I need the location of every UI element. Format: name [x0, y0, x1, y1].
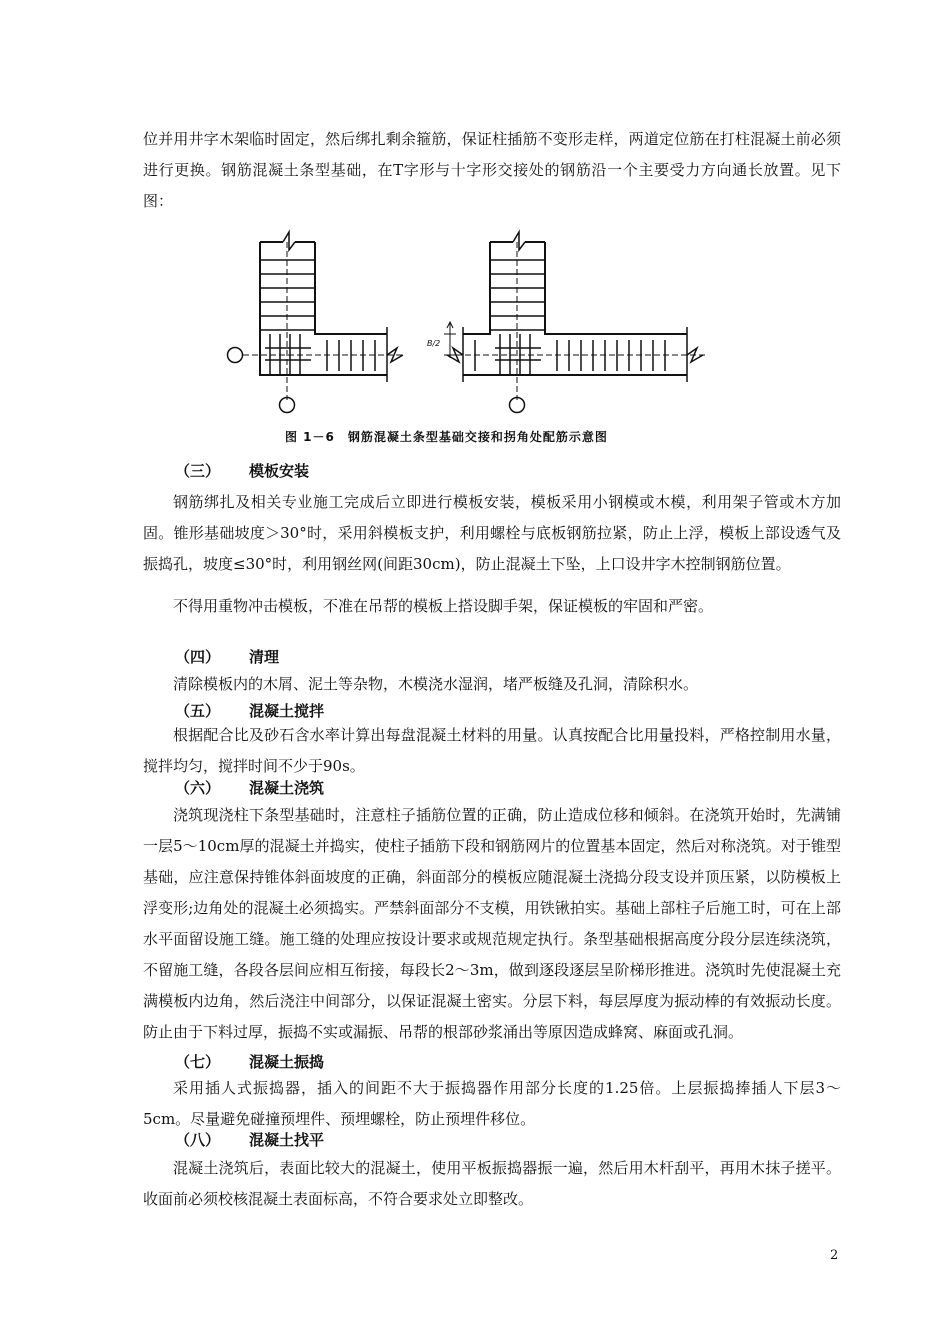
l-junction-drawing	[228, 232, 406, 413]
t-junction-drawing	[444, 232, 707, 413]
section-title: 混凝土找平	[249, 1131, 325, 1149]
section-number: （四）	[175, 648, 221, 666]
section-number: （五）	[175, 702, 221, 720]
section-heading	[175, 456, 309, 487]
dimension-label: B/2	[427, 339, 441, 348]
section-title: 清理	[249, 648, 280, 666]
figure-caption: 图 1－6 钢筋混凝土条型基础交接和拐角处配筋示意图	[285, 430, 608, 444]
page-number: 2	[830, 1248, 839, 1263]
section-title: 混凝土搅拌	[249, 702, 325, 720]
section-paragraph: 浇筑现浇柱下条型基础时，注意柱子插筋位置的正确，防止造成位移和倾斜。在浇筑开始时，先满铺一层5～10cm厚的混凝土并捣实，使柱子插筋下段和钢筋网片的位置基本固定，然后对称浇筑。对于锥型基础，应注意保持锥体斜面坡度的正确，斜面部分的模板应随混凝土浇捣分段支设并顶压紧，以防模板上浮变形;边角处的混凝土必须捣实。严禁斜面部分不支模，用铁锹拍实。基础上部柱子后施工时，可在上部水平面留设施工缝。施工缝的处理应按设计要求或规范规定执行。条型基础根据高度分段分层连续浇筑，不留施工缝，各段各层间应相互衔接，每段长2～3m，做到逐段逐层呈阶梯形推进。浇筑时先使混凝土充满模板内边角，然后浇注中间部分，以保证混凝土密实。分层下料，每层厚度为振动棒的有效振动长度。防止由于下料过厚，振捣不实或漏振、吊帮的根部砂浆涌出等原因造成蜂窝、麻面或孔洞。	[143, 806, 841, 1041]
section-paragraph: 钢筋绑扎及相关专业施工完成后立即进行模板安装，模板采用小钢模或木模，利用架子管或木方加固。锥形基础坡度＞30°时，采用斜模板支护，利用螺栓与底板钢筋拉紧，防止上浮，模板上部设透气及振捣孔，坡度≤30°时，利用钢丝网(间距30cm)，防止混凝土下坠，上口设井字木控制钢筋位置。	[143, 493, 841, 573]
section-paragraph: 不得用重物冲击模板，不准在吊帮的模板上搭设脚手架，保证模板的牢固和严密。	[173, 597, 714, 615]
section-paragraph: 混凝土浇筑后，表面比较大的混凝土，使用平板振捣器振一遍，然后用木杆刮平，再用木抹子搓平。收面前必须校核混凝土表面标高，不符合要求处立即整改。	[143, 1159, 841, 1208]
section-title: 混凝土振捣	[249, 1053, 325, 1071]
section-paragraph: 清除模板内的木屑、泥土等杂物，木模浇水湿润，堵严板缝及孔洞，清除积水。	[173, 675, 699, 693]
section-title: 模板安装	[249, 462, 310, 480]
section-paragraph: 根据配合比及砂石含水率计算出每盘混凝土材料的用量。认真按配合比用量投料，严格控制用水量，搅拌均匀，搅拌时间不少于90s。	[143, 726, 841, 775]
section-paragraph: 采用插人式振捣器，插入的间距不大于振捣器作用部分长度的1.25倍。上层振捣捧插人下层3～5cm。尽量避免碰撞预埋件、预埋螺栓，防止预埋件移位。	[143, 1079, 841, 1128]
section-title: 混凝土浇筑	[249, 779, 325, 797]
section-heading	[175, 1125, 324, 1156]
rebar-diagram	[215, 222, 725, 452]
section-number: （六）	[175, 779, 221, 797]
intro-paragraph: 位并用井字木架临时固定，然后绑扎剩余箍筋，保证柱插筋不变形走样，两道定位筋在打柱混凝土前必须进行更换。钢筋混凝土条型基础，在T字形与十字形交接处的钢筋沿一个主要受力方向通长放置。见下图：	[143, 130, 841, 210]
section-number: （七）	[175, 1053, 221, 1071]
section-number: （三）	[175, 462, 221, 480]
section-number: （八）	[175, 1131, 221, 1149]
